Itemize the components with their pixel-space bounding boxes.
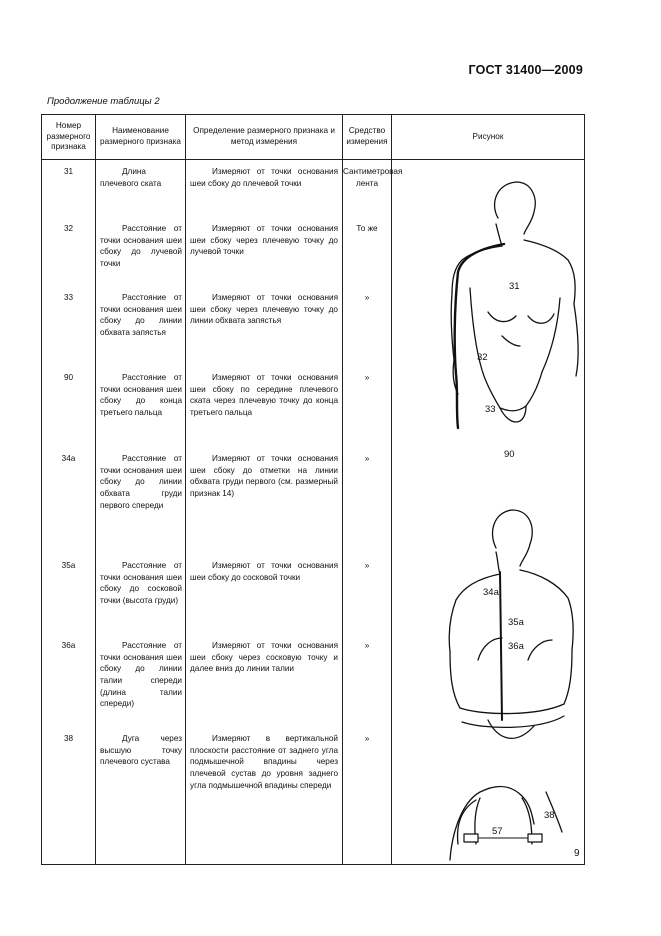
row-tool: »	[364, 373, 370, 382]
col-header-number: Номер размерного признака	[42, 115, 96, 160]
row-name: Расстояние от точки основания шеи сбоку до линии обхвата груди первого спереди	[100, 454, 182, 510]
row-definition: Измеряют от точки основания шеи сбоку до сосковой точки	[190, 561, 338, 582]
fig-label: 33	[485, 404, 496, 415]
definition-column	[186, 160, 343, 865]
row-name: Расстояние от точки основания шеи сбоку до сосковой точки (высота груди)	[100, 561, 182, 605]
figure-shoulder-arc	[450, 786, 562, 860]
row-definition: Измеряют от точки основания шеи сбоку через плечевую точку до лучевой точки	[190, 224, 338, 257]
figure-arm-measurements	[451, 182, 578, 422]
row-definition: Измеряют от точки основания шеи сбоку через сосковую точку и далее вниз до линии талии	[190, 641, 338, 674]
standard-code: ГОСТ 31400—2009	[468, 63, 583, 77]
col-header-definition: Определение размерного признака и метод измерения	[186, 115, 343, 160]
row-tool: »	[364, 454, 370, 463]
fig-label: 34а	[483, 587, 499, 598]
row-name: Дуга через высшую точку плечевого сустава	[100, 734, 182, 767]
row-definition: Измеряют от точки основания шеи сбоку через плечевую точку до линии обхвата запястья	[190, 293, 338, 326]
col-header-tool: Средство измерения	[343, 115, 392, 160]
row-number: 35а	[61, 561, 76, 570]
col-header-figure: Рисунок	[392, 115, 585, 160]
row-name: Расстояние от точки основания шеи сбоку до лучевой точки	[100, 224, 182, 268]
row-tool: »	[364, 561, 370, 570]
fig-label: 35а	[508, 617, 524, 628]
table-body-row	[42, 160, 585, 865]
row-tool: »	[364, 293, 370, 302]
row-number: 34а	[61, 454, 76, 463]
row-tool: »	[364, 641, 370, 650]
row-number: 36а	[61, 641, 76, 650]
row-number: 31	[63, 167, 74, 176]
figure-column	[392, 160, 585, 865]
name-column	[96, 160, 186, 865]
row-tool: Сантиметровая лента	[343, 167, 403, 188]
fig-label: 32	[477, 352, 488, 363]
row-number: 90	[63, 373, 74, 382]
row-name: Расстояние от точки основания шеи сбоку до линии обхвата запястья	[100, 293, 182, 337]
fig-label: 31	[509, 281, 520, 292]
number-column	[42, 160, 96, 865]
table-caption: Продолжение таблицы 2	[47, 96, 160, 107]
tool-column	[343, 160, 403, 865]
col-header-name: Наименование размерного признака	[96, 115, 186, 160]
row-name: Расстояние от точки основания шеи сбоку до линии талии спереди (длина талии спереди)	[100, 641, 182, 709]
row-number: 38	[63, 734, 74, 743]
measurement-figures	[392, 160, 585, 864]
row-tool: То же	[356, 224, 378, 233]
row-name: Расстояние от точки основания шеи сбоку до конца третьего пальца	[100, 373, 182, 417]
row-definition: Измеряют от точки основания шеи сбоку по середине плечевого ската через плечевую точку до конца третьего пальца	[190, 373, 338, 417]
row-definition: Измеряют в вертикальной плоскости расстояние от заднего угла подмышечной впадины через плечевой сустав до уровня заднего угла подмышечной впадины спереди	[190, 734, 338, 790]
row-number: 33	[63, 293, 74, 302]
fig-label: 36а	[508, 641, 524, 652]
page-number: 9	[574, 848, 580, 859]
row-number: 32	[63, 224, 74, 233]
table-header-row	[42, 115, 585, 160]
row-definition: Измеряют от точки основания шеи сбоку до плечевой точки	[190, 167, 338, 188]
measurements-table	[41, 114, 585, 865]
row-name: Длина плечевого ската	[100, 167, 162, 188]
row-definition: Измеряют от точки основания шеи сбоку до отметки на линии обхвата груди первого (см. размерный признак 14)	[190, 454, 338, 498]
fig-label: 90	[504, 449, 515, 460]
fig-label: 57	[492, 826, 503, 837]
row-tool: »	[364, 734, 370, 743]
fig-label: 38	[544, 810, 555, 821]
